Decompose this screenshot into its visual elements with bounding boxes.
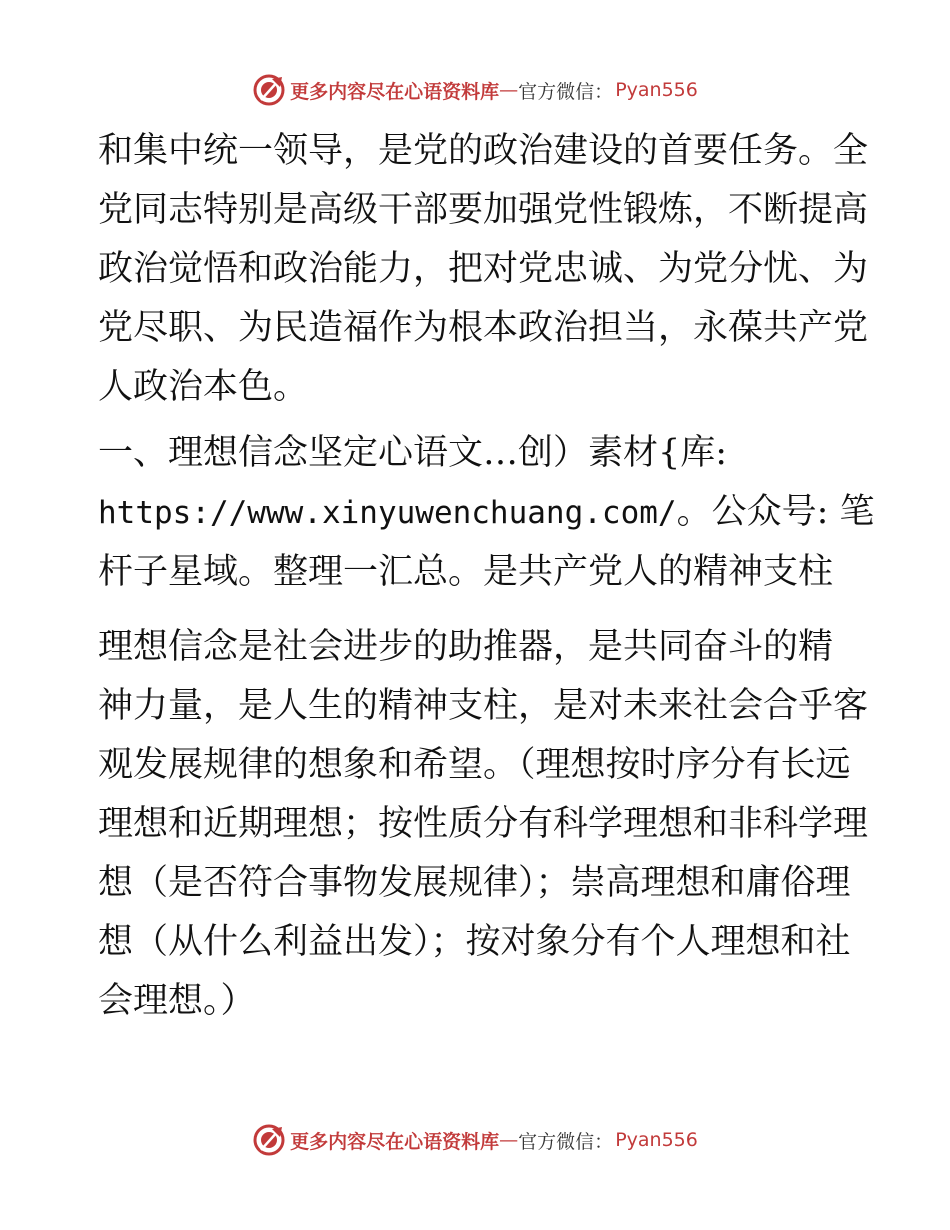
wechat-label: 官方微信： <box>518 80 614 103</box>
body-paragraph-2 <box>98 618 868 1031</box>
paragraph-line: 神力量，是人生的精神支柱，是对未来社会合乎客 <box>98 686 869 726</box>
paragraph-line: 想（是否符合事物发展规律）；崇高理想和庸俗理 <box>98 863 851 903</box>
wechat-id: Pyan556 <box>615 79 698 101</box>
paragraph-line: 理想和近期理想；按性质分有科学理想和非科学理 <box>98 804 869 844</box>
paragraph-line: 党尽职、为民造福作为根本政治担当，永葆共产党 <box>98 308 869 348</box>
body-paragraph-1 <box>98 122 868 417</box>
footer-watermark <box>0 1122 950 1158</box>
paragraph-line: 党同志特别是高级干部要加强党性锻炼，不断提高 <box>98 190 869 230</box>
heading-line: 一、理想信念坚定心语文…创）素材{库: <box>98 433 728 473</box>
quill-seal-logo-icon <box>252 73 286 107</box>
heading-line: 杆子星域。整理一汇总。是共产党人的精神支柱 <box>98 552 834 592</box>
watermark-dash: — <box>499 1129 519 1151</box>
section-heading <box>98 424 875 602</box>
watermark-dash: — <box>499 79 519 101</box>
paragraph-line: 理想信念是社会进步的助推器，是共同奋斗的精 <box>98 627 834 667</box>
heading-line <box>98 483 875 543</box>
quill-seal-logo-icon <box>252 1123 286 1157</box>
watermark-text: 更多内容尽在心语资料库 <box>290 80 500 103</box>
paragraph-line: 政治觉悟和政治能力，把对党忠诚、为党分忧、为 <box>98 249 869 289</box>
header-watermark <box>0 72 950 108</box>
heading-text: 。公众号: 笔 <box>676 492 875 532</box>
paragraph-line: 想（从什么利益出发）；按对象分有个人理想和社 <box>98 922 851 962</box>
paragraph-line: 人政治本色。 <box>98 367 309 407</box>
wechat-id: Pyan556 <box>615 1129 698 1151</box>
watermark-text: 更多内容尽在心语资料库 <box>290 1130 500 1153</box>
paragraph-line: 观发展规律的想象和希望。（理想按时序分有长远 <box>98 745 851 785</box>
paragraph-line: 和集中统一领导，是党的政治建设的首要任务。全 <box>98 131 869 171</box>
wechat-label: 官方微信： <box>518 1130 614 1153</box>
paragraph-line: 会理想。） <box>98 981 256 1021</box>
source-url-text: https://www.xinyuwenchuang.com/ <box>98 495 677 531</box>
